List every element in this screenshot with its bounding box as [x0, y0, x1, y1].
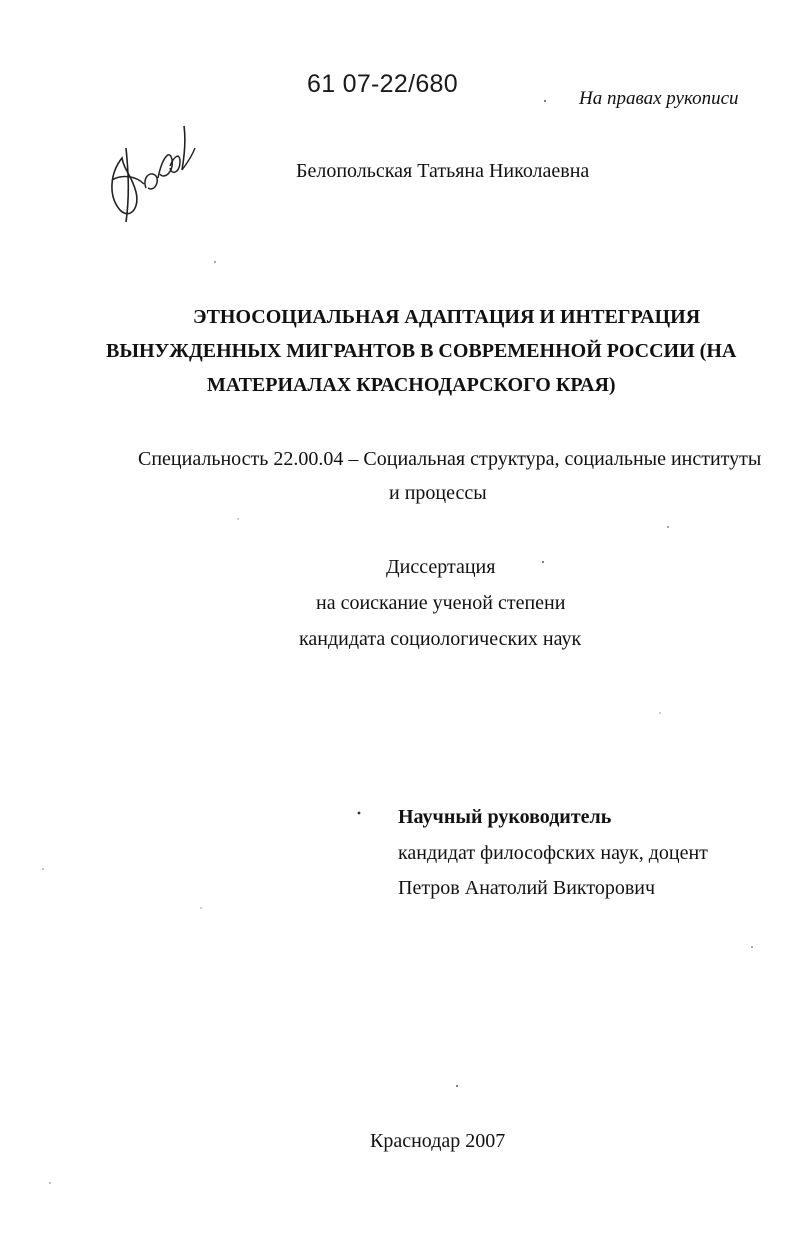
title-line-1: ЭТНОСОЦИАЛЬНАЯ АДАПТАЦИЯ И ИНТЕГРАЦИЯ: [193, 306, 701, 328]
archive-stamp-code: 61 07-22/680: [307, 70, 458, 98]
title-line-2: ВЫНУЖДЕННЫХ МИГРАНТОВ В СОВРЕМЕННОЙ РОССИИ (НА: [106, 340, 737, 362]
supervisor-name: Петров Анатолий Викторович: [398, 877, 656, 899]
city-year: Краснодар 2007: [370, 1130, 506, 1152]
manuscript-rights-note: На правах рукописи: [579, 88, 739, 109]
handwritten-signature: [100, 118, 215, 230]
author-name: Белопольская Татьяна Николаевна: [296, 160, 590, 182]
dissertation-type: Диссертация: [386, 556, 496, 578]
degree-purpose: на соискание ученой степени: [316, 592, 566, 614]
specialty-line-2: и процессы: [389, 482, 487, 504]
title-line-3: МАТЕРИАЛАХ КРАСНОДАРСКОГО КРАЯ): [207, 374, 616, 396]
supervisor-degree: кандидат философских наук, доцент: [398, 842, 708, 864]
degree-name: кандидата социологических наук: [299, 628, 582, 650]
supervisor-label: Научный руководитель: [398, 806, 612, 828]
specialty-line-1: Специальность 22.00.04 – Социальная структура, социальные институты: [138, 448, 762, 470]
